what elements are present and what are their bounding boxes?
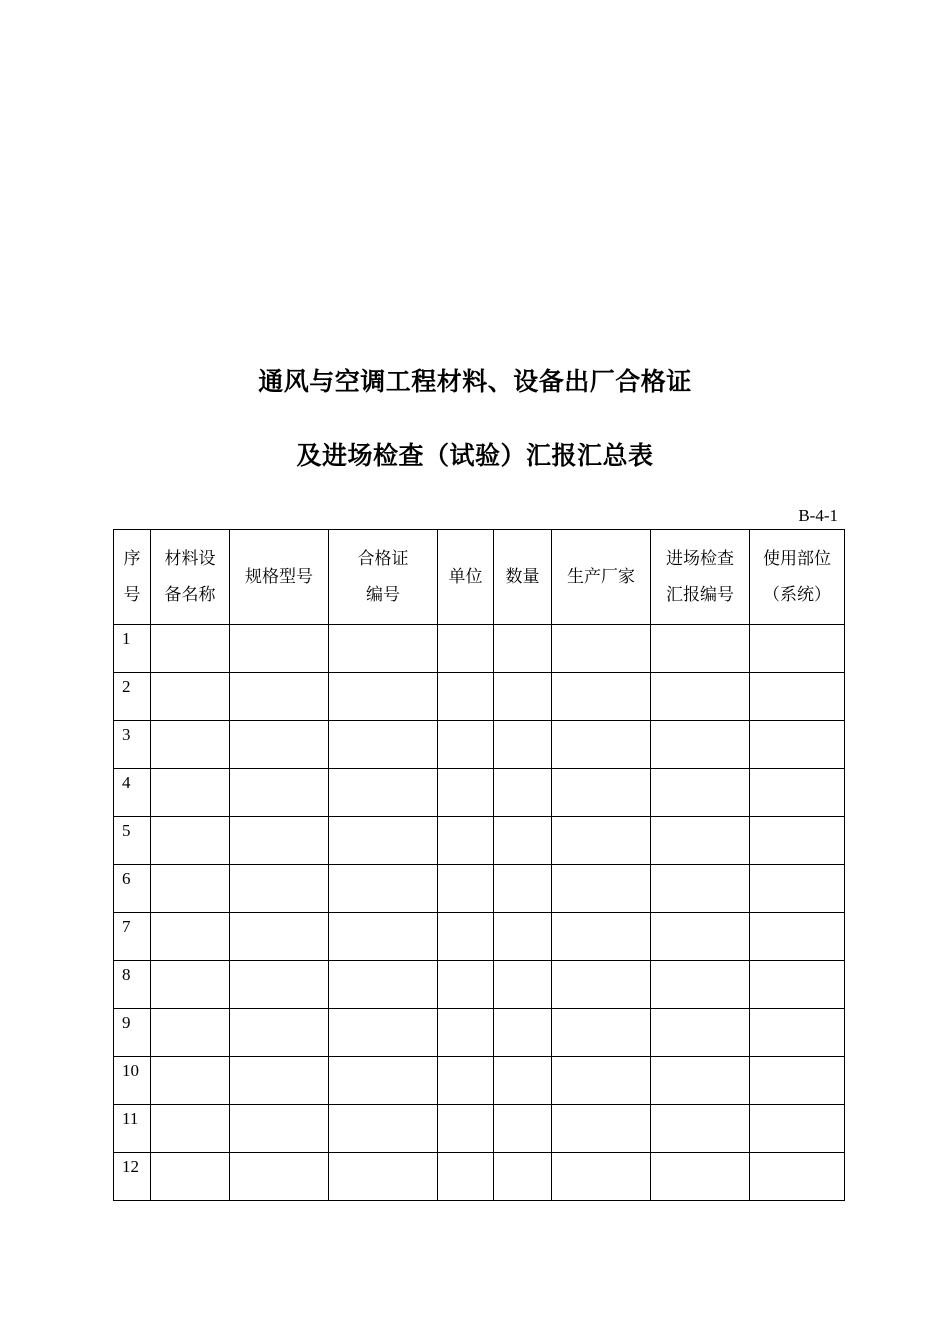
header-manufacturer: 生产厂家 [552, 530, 651, 625]
table-cell[interactable] [151, 1153, 230, 1201]
table-cell[interactable] [438, 865, 494, 913]
table-cell[interactable] [329, 721, 438, 769]
table-cell[interactable] [151, 865, 230, 913]
table-cell[interactable] [494, 1105, 552, 1153]
table-cell[interactable] [750, 1057, 845, 1105]
table-cell[interactable] [230, 1009, 329, 1057]
table-cell[interactable] [750, 673, 845, 721]
table-cell[interactable] [438, 1057, 494, 1105]
table-cell[interactable] [151, 961, 230, 1009]
table-row [114, 721, 845, 769]
table-cell[interactable] [151, 673, 230, 721]
table-cell[interactable] [230, 1057, 329, 1105]
table-row [114, 1009, 845, 1057]
document-title-line-2: 及进场检查（试验）汇报汇总表 [296, 441, 654, 470]
table-cell[interactable] [329, 1153, 438, 1201]
table-cell[interactable] [750, 817, 845, 865]
table-cell[interactable] [329, 625, 438, 673]
table-cell[interactable] [494, 865, 552, 913]
document-title-line-1: 通风与空调工程材料、设备出厂合格证 [258, 367, 692, 396]
table-row [114, 1057, 845, 1105]
table-cell[interactable] [151, 769, 230, 817]
table-cell[interactable] [329, 1009, 438, 1057]
row-number: 3 [114, 721, 151, 769]
table-row [114, 961, 845, 1009]
table-cell[interactable] [230, 865, 329, 913]
header-quantity: 数量 [494, 530, 552, 625]
table-body [114, 625, 845, 1201]
row-number: 8 [114, 961, 151, 1009]
table-cell[interactable] [651, 817, 750, 865]
table-cell[interactable] [651, 1105, 750, 1153]
table-cell[interactable] [329, 817, 438, 865]
table-cell[interactable] [438, 721, 494, 769]
form-code: B-4-1 [798, 506, 838, 525]
table-cell[interactable] [151, 913, 230, 961]
table-cell[interactable] [651, 1153, 750, 1201]
table-cell[interactable] [494, 1057, 552, 1105]
table-cell[interactable] [651, 1057, 750, 1105]
table-cell[interactable] [151, 721, 230, 769]
table-cell[interactable] [651, 769, 750, 817]
table-row [114, 817, 845, 865]
table-row [114, 1153, 845, 1201]
header-specification-model: 规格型号 [230, 530, 329, 625]
table-cell[interactable] [750, 961, 845, 1009]
header-serial-number: 序 号 [114, 530, 151, 625]
table-cell[interactable] [651, 913, 750, 961]
table-cell[interactable] [651, 673, 750, 721]
table-cell[interactable] [230, 817, 329, 865]
table-cell[interactable] [438, 1153, 494, 1201]
table-cell[interactable] [438, 769, 494, 817]
header-certificate-number: 合格证 编号 [329, 530, 438, 625]
table-cell[interactable] [438, 673, 494, 721]
table-cell[interactable] [438, 1009, 494, 1057]
table-cell[interactable] [230, 625, 329, 673]
table-cell[interactable] [750, 1105, 845, 1153]
row-number: 11 [114, 1105, 151, 1153]
row-number: 10 [114, 1057, 151, 1105]
row-number: 4 [114, 769, 151, 817]
row-number: 12 [114, 1153, 151, 1201]
row-number: 5 [114, 817, 151, 865]
table-cell[interactable] [552, 961, 651, 1009]
table-cell[interactable] [750, 1153, 845, 1201]
table-cell[interactable] [151, 1105, 230, 1153]
table-cell[interactable] [151, 817, 230, 865]
table-cell[interactable] [438, 1105, 494, 1153]
summary-table [113, 529, 845, 1201]
table-cell[interactable] [651, 721, 750, 769]
table-cell[interactable] [651, 625, 750, 673]
row-number: 2 [114, 673, 151, 721]
row-number: 9 [114, 1009, 151, 1057]
table-cell[interactable] [494, 817, 552, 865]
table-cell[interactable] [552, 817, 651, 865]
table-row [114, 769, 845, 817]
table-cell[interactable] [230, 913, 329, 961]
table-cell[interactable] [438, 625, 494, 673]
table-cell[interactable] [230, 673, 329, 721]
table-cell[interactable] [651, 961, 750, 1009]
table-cell[interactable] [750, 625, 845, 673]
table-row [114, 673, 845, 721]
table-row [114, 913, 845, 961]
table-row [114, 625, 845, 673]
table-cell[interactable] [230, 769, 329, 817]
table-cell[interactable] [230, 721, 329, 769]
table-cell[interactable] [494, 913, 552, 961]
table-cell[interactable] [494, 961, 552, 1009]
table-cell[interactable] [552, 1105, 651, 1153]
table-cell[interactable] [552, 1009, 651, 1057]
header-inspection-report-number: 进场检查 汇报编号 [651, 530, 750, 625]
table-cell[interactable] [438, 961, 494, 1009]
table-cell[interactable] [329, 1105, 438, 1153]
table-cell[interactable] [651, 865, 750, 913]
table-cell[interactable] [651, 1009, 750, 1057]
table-cell[interactable] [230, 1153, 329, 1201]
table-cell[interactable] [750, 913, 845, 961]
table-cell[interactable] [230, 961, 329, 1009]
table-row [114, 865, 845, 913]
table-cell[interactable] [329, 865, 438, 913]
table-cell[interactable] [494, 769, 552, 817]
table-cell[interactable] [750, 721, 845, 769]
table-cell[interactable] [552, 1057, 651, 1105]
table-row [114, 1105, 845, 1153]
table-cell[interactable] [552, 865, 651, 913]
table-cell[interactable] [552, 769, 651, 817]
table-cell[interactable] [329, 673, 438, 721]
table-cell[interactable] [438, 913, 494, 961]
header-usage-location: 使用部位 （系统） [750, 530, 845, 625]
table-cell[interactable] [438, 817, 494, 865]
table-cell[interactable] [230, 1105, 329, 1153]
table-cell[interactable] [329, 961, 438, 1009]
table-cell[interactable] [151, 625, 230, 673]
row-number: 7 [114, 913, 151, 961]
table-cell[interactable] [329, 769, 438, 817]
table-cell[interactable] [329, 913, 438, 961]
table-cell[interactable] [552, 673, 651, 721]
header-material-name: 材料设 备名称 [151, 530, 230, 625]
row-number: 6 [114, 865, 151, 913]
table-cell[interactable] [494, 1153, 552, 1201]
table-cell[interactable] [494, 673, 552, 721]
table-cell[interactable] [494, 721, 552, 769]
table-cell[interactable] [552, 625, 651, 673]
table-header-row [114, 530, 845, 625]
table-cell[interactable] [151, 1057, 230, 1105]
table-cell[interactable] [494, 1009, 552, 1057]
row-number: 1 [114, 625, 151, 673]
table-cell[interactable] [552, 913, 651, 961]
header-unit: 单位 [438, 530, 494, 625]
table-cell[interactable] [750, 865, 845, 913]
table-cell[interactable] [329, 1057, 438, 1105]
table-cell[interactable] [750, 769, 845, 817]
table-cell[interactable] [750, 1009, 845, 1057]
table-cell[interactable] [552, 1153, 651, 1201]
table-cell[interactable] [494, 625, 552, 673]
table-cell[interactable] [151, 1009, 230, 1057]
table-cell[interactable] [552, 721, 651, 769]
